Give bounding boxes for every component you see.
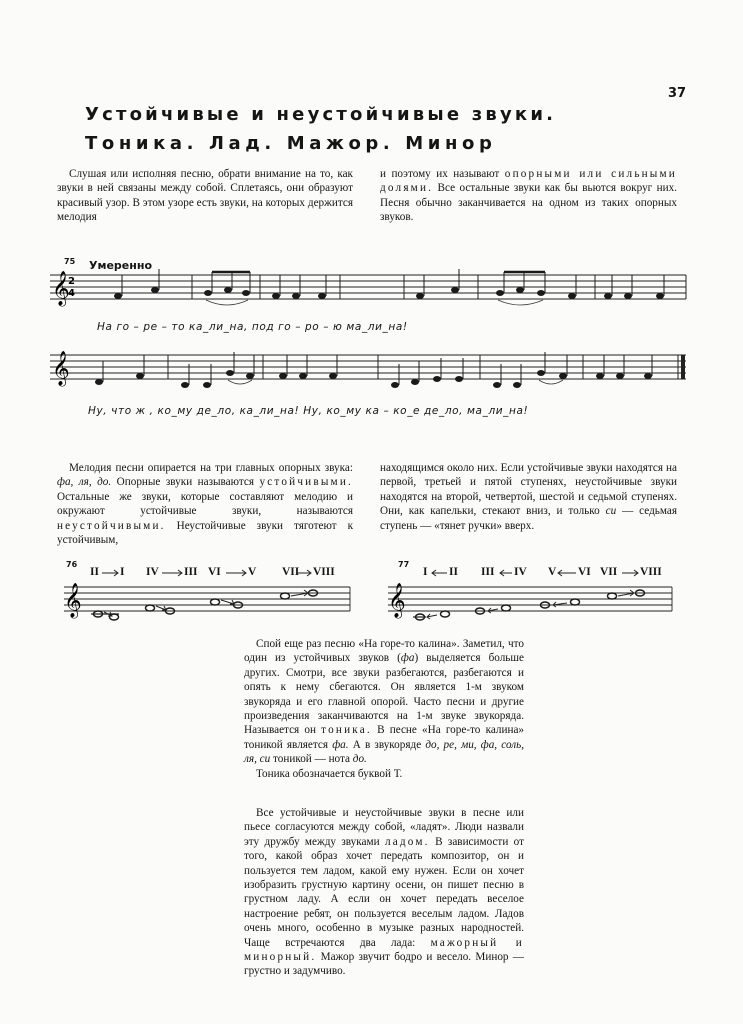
lyrics-line-2: Ну, что ж , ко_му де_ло, ка_ли_на! Ну, ко_му ка – ко_е де_ло, ма_ли_на! bbox=[88, 405, 529, 417]
arrow-icon bbox=[622, 570, 638, 576]
degree-label: III bbox=[184, 566, 198, 578]
degree-label: VII bbox=[600, 566, 618, 578]
example-76-number: 76 bbox=[66, 560, 78, 569]
degree-label: I bbox=[423, 566, 428, 578]
arrow-icon bbox=[226, 570, 246, 576]
intro-right-paragraph: и поэтому их называют опорными или сильными долями. Все остальные звуки как бы вьются вокруг них. Песня обычно заканчивается на одном из таких опорных звуков. bbox=[380, 168, 677, 224]
degree-label: V bbox=[548, 566, 557, 578]
arrow-icon bbox=[432, 570, 447, 576]
lyrics-line-1: На го – ре – то ка_ли_на, под го – ро – ю ма_ли_на! bbox=[97, 321, 408, 333]
stable-sounds-left-paragraph: Мелодия песни опирается на три главных опорных звука: фа, ля, до. Опорные звуки называются устойчивыми. Остальные же звуки, которые составляют мелодию и окружают устойчивые звуки, называются неустойчивыми. Неустойчивые звуки тяготеют к устойчивым, bbox=[57, 462, 354, 547]
arrow-icon bbox=[221, 600, 234, 604]
page-title-line2: Тоника. Лад. Мажор. Минор bbox=[85, 133, 497, 154]
tonic-paragraph: Спой еще раз песню «На горе-то калина». Заметил, что один из устойчивых звуков (фа) выделяется больше других. Смотри, все звуки разбегаются, разбегаются и опять к нему сбегаются. Он является 1-м звуком звукоряда и его главной опорой. Часто песни и другие произведения заканчиваются на 1-м звуке звукоряда. Называется он тоника. В песне «На горе-то калина» тоникой является фа. А в звукоряде до, ре, ми, фа, соль, ля, си тоникой — нота до. Тоника обозначается буквой Т. bbox=[244, 638, 525, 780]
svg-text:4: 4 bbox=[68, 288, 75, 299]
example-77-number: 77 bbox=[398, 560, 410, 569]
tempo-marking: Умеренно bbox=[89, 259, 153, 272]
treble-clef-icon: 𝄞 bbox=[64, 583, 82, 618]
degree-label: VI bbox=[578, 566, 591, 578]
page-number: 37 bbox=[668, 86, 687, 101]
stable-sounds-right-paragraph: находящимся около них. Если устойчивые звуки находятся на первой, третьей и пятой ступенях, неустойчивые звуки находятся на второй, четвертой, шестой и седьмой ступенях. Они, как капельки, стекают вниз, и только си — седьмая ступень — «тянет ручки» вверх. bbox=[380, 462, 677, 532]
arrow-icon bbox=[298, 570, 311, 576]
degree-label: VI bbox=[208, 566, 221, 578]
arrow-icon bbox=[427, 614, 437, 619]
degree-label: I bbox=[120, 566, 125, 578]
degree-label: IV bbox=[146, 566, 159, 578]
arrow-icon bbox=[156, 606, 166, 610]
degree-label: II bbox=[90, 566, 99, 578]
page-title-line1: Устойчивые и неустойчивые звуки. bbox=[85, 104, 557, 125]
degree-label: V bbox=[248, 566, 257, 578]
lad-paragraph: Все устойчивые и неустойчивые звуки в песне или пьесе согласуются между собой, «ладят». Люди назвали эту дружбу между звуками ладом. В зависимости от того, какой образ хочет передать композитор, он и пользуется тем ладом, какой ему нужен. Если он хочет изобразить грустную картину осени, он пишет песню в грустном ладу. А если он хочет передать веселое настроение ребят, он пользуется веселым ладом. Ладов очень много, особенно в музыке разных народностей. Чаще встречаются два лада: мажорный и минорный. Мажор звучит бодро и весело. Минор — грустно и задумчиво. bbox=[244, 807, 525, 978]
time-signature: 2 bbox=[68, 276, 75, 287]
degree-label: IV bbox=[514, 566, 527, 578]
treble-clef-icon: 𝄞 bbox=[388, 583, 406, 618]
example-75-number: 75 bbox=[64, 257, 76, 266]
treble-clef-icon: 𝄞 bbox=[52, 351, 70, 386]
arrow-icon bbox=[500, 570, 512, 576]
arrow-icon bbox=[488, 608, 498, 613]
degree-label: VIII bbox=[313, 566, 335, 578]
arrow-icon bbox=[162, 570, 182, 576]
arrow-icon bbox=[102, 570, 118, 576]
treble-clef-icon: 𝄞 bbox=[52, 271, 70, 306]
arrow-icon bbox=[553, 602, 567, 607]
intro-left-paragraph: Слушая или исполняя песню, обрати внимание на то, как звуки в ней связаны между собой. Сплетаясь, они образуют красивый узор. В этом узоре есть звуки, на которых держится мелодия bbox=[57, 168, 353, 224]
degree-label: III bbox=[481, 566, 495, 578]
degree-label: VIII bbox=[640, 566, 662, 578]
degree-label: VII bbox=[282, 566, 300, 578]
arrow-icon bbox=[558, 570, 576, 576]
degree-label: II bbox=[449, 566, 458, 578]
